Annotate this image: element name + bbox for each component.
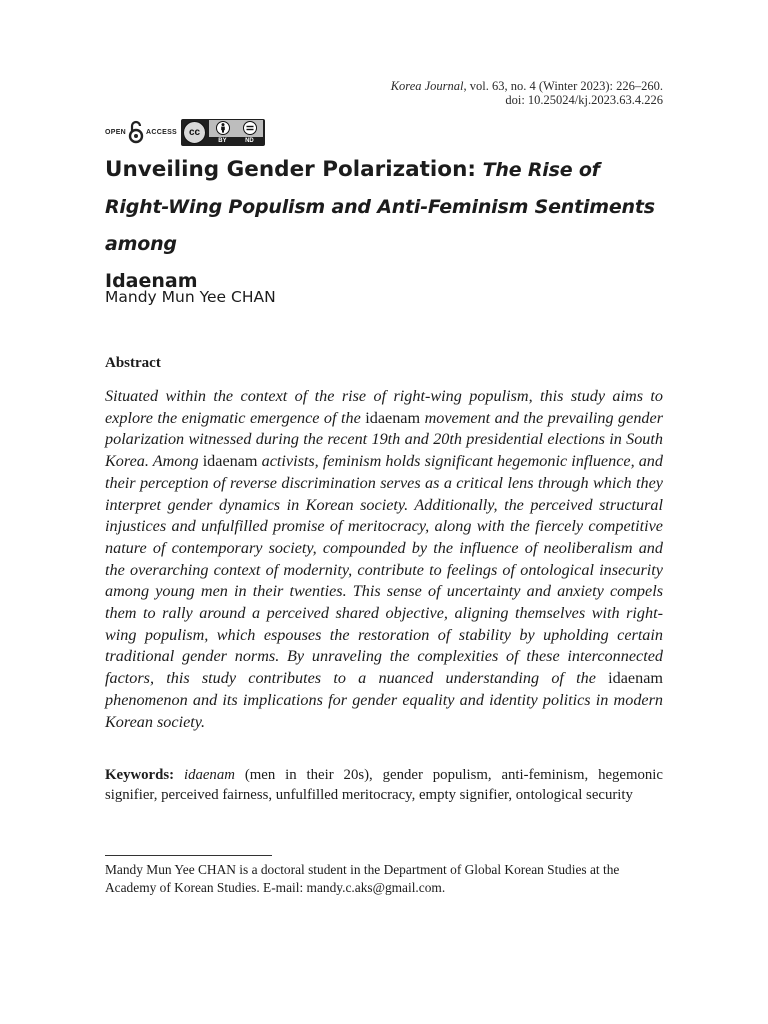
title-tail: Idaenam [105, 270, 198, 292]
footnote-divider [105, 855, 272, 856]
keywords [105, 766, 663, 805]
abstract-part-2: movement and the prevailing gender polarization witnessed during the recent 19th and 20th presidential elections in South Korea. Among [105, 408, 664, 471]
abstract-part-4: phenomenon and its implications for gender equality and identity politics in modern Korean society. [105, 690, 663, 731]
cc-license-badge[interactable] [181, 119, 265, 146]
citation-block [391, 79, 663, 107]
open-lock-icon [128, 120, 144, 144]
author-footnote: Mandy Mun Yee CHAN is a doctoral student in the Department of Global Korean Studies at the Academy of Korean Studies. E-mail: mandy.c.aks@gmail.com. [105, 862, 620, 895]
title-subtitle: The Rise of Right-Wing Populism and Anti-Feminism Sentiments among [105, 159, 655, 255]
abstract-part-1: Situated within the context of the rise of right-wing populism, this study aims to explore the enigmatic emergence of the [105, 387, 663, 427]
abstract-term-idaenam: idaenam [365, 408, 421, 427]
volume-info: , vol. 63, no. 4 (Winter 2023): 226–260. [463, 79, 663, 93]
article-title [105, 151, 665, 299]
keyword-idaenam: idaenam [183, 767, 235, 783]
open-access-right-text: ACCESS [146, 128, 178, 136]
citation-line [391, 79, 663, 93]
keywords-list: (men in their 20s), gender populism, anti-feminism, hegemonic signifier, perceived fairness, unfulfilled meritocracy, empty signifier, ontological security [105, 767, 663, 803]
license-badges [105, 118, 265, 146]
no-derivatives-icon [243, 121, 257, 135]
title-main: Unveiling Gender Polarization: [105, 157, 476, 182]
cc-nd-label: ND [245, 137, 254, 144]
abstract-part-3: activists, feminism holds significant hegemonic influence, and their perception of reverse discrimination serves as a critical lens through which they interpret gender dynamics in Korean society. Additionally, the perceived structural injustices and unfulfilled promise of meritocracy, along with the fiercely competitive nature of contemporary society, compounded by the influence of neoliberalism and the overarching context of modernity, contribute to feelings of ontological insecurity among young men in their twenties. This sense of uncertainty and anxiety compels them to rally around a perceived shared objective, aligning themselves with right-wing populism, which espouses the restoration of stability by upholding certain traditional gender norms. By unraveling the complexities of these interconnected factors, this study contributes to a nuanced understanding of the [105, 452, 663, 688]
abstract-term-idaenam: idaenam [608, 669, 663, 688]
author-name: Mandy Mun Yee CHAN [105, 288, 276, 306]
doi[interactable]: doi: 10.25024/kj.2023.63.4.226 [505, 93, 663, 107]
abstract-text [105, 386, 663, 733]
abstract-heading: Abstract [105, 355, 161, 371]
cc-condition-labels [209, 137, 263, 145]
cc-label: cc [188, 126, 201, 138]
cc-icon [183, 121, 206, 144]
keywords-label: Keywords: [105, 767, 175, 783]
attribution-icon [216, 121, 230, 135]
open-access-badge [105, 120, 177, 144]
journal-name: Korea Journal [390, 79, 464, 93]
cc-conditions [209, 120, 263, 137]
open-access-left-text: OPEN [105, 128, 127, 136]
cc-by-label: BY [218, 137, 227, 144]
abstract-term-idaenam: idaenam [202, 452, 258, 471]
